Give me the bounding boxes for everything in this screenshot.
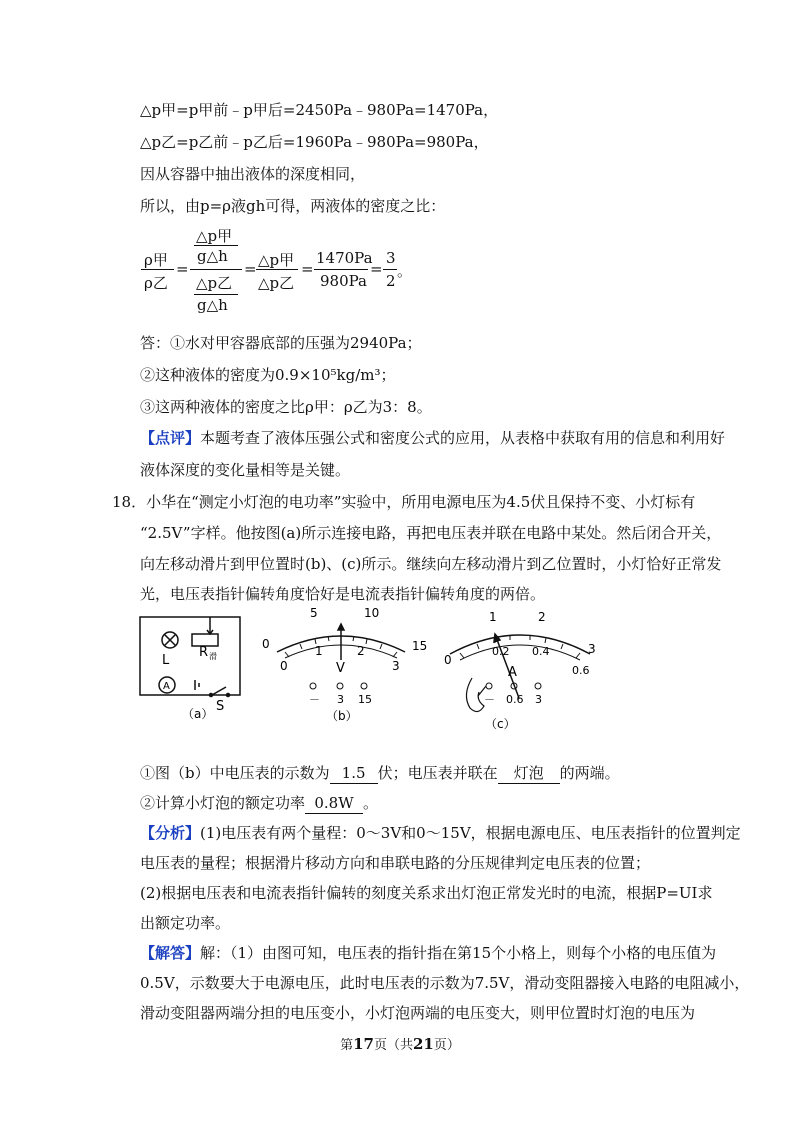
- fraction-bar: [314, 269, 368, 270]
- review-text-2: 液体深度的变化量相等是关键。: [140, 461, 351, 479]
- answer-blank: 1.5: [330, 763, 378, 784]
- dp-yi-bottom: △p乙: [196, 274, 233, 292]
- dp-yi: △p乙: [258, 274, 295, 292]
- question-text: 小华在“测定小灯泡的电功率”实验中，所用电源电压为4.5伏且保持不变、小灯标有: [146, 493, 696, 511]
- ammeter-terminal-label: －: [484, 693, 495, 706]
- page-footer: [0, 1034, 800, 1053]
- question-number: 18．: [112, 493, 147, 511]
- switch-icon: [212, 687, 226, 695]
- same-depth-line: 因从容器中抽出液体的深度相同，: [140, 165, 366, 183]
- solution-text-3: 滑动变阻器两端分担的电压变小，小灯泡两端的电压变大，则甲位置时灯泡的电压为: [140, 1004, 696, 1022]
- review-paragraph: [140, 428, 725, 448]
- ammeter-terminal: [535, 683, 541, 689]
- figure-a-caption: （a）: [182, 707, 214, 721]
- answer-blank: 灯泡: [498, 763, 560, 784]
- fraction-bar: [141, 269, 174, 270]
- analysis-tag: 【分析】: [140, 824, 201, 842]
- review-tag: 【点评】: [140, 429, 201, 447]
- dp-jia-top: △p甲: [196, 227, 233, 245]
- sub-question-1: [140, 763, 620, 784]
- voltmeter-outer-label: 5: [310, 606, 318, 620]
- ammeter-unit: A: [508, 665, 517, 680]
- analysis-text-3: (2)根据电压表和电流表指针偏转的刻度关系求出灯泡正常发光时的电流，根据P=UI求: [140, 884, 713, 902]
- question-18-line-4: 光，电压表指针偏转角度恰好是电流表指针偏转角度的两倍。: [140, 585, 546, 603]
- density-ratio-intro: 所以，由p=ρ液gh可得，两液体的密度之比：: [140, 197, 446, 215]
- delta-p-jia-line: △p甲=p甲前﹣p甲后=2450Pa﹣980Pa=1470Pa，: [140, 101, 499, 119]
- fraction-bar: [383, 269, 397, 270]
- analysis-paragraph: [140, 823, 741, 843]
- analysis-text-4: 出额定功率。: [140, 914, 231, 932]
- rheostat-subscript: 滑: [209, 652, 217, 661]
- fraction-bar: [194, 245, 238, 246]
- dp-jia: △p甲: [258, 251, 295, 269]
- voltmeter-terminal: [310, 683, 316, 689]
- fraction-bar: [194, 294, 238, 295]
- ammeter-inner-label: 0.6: [572, 664, 590, 677]
- fraction-bar: [256, 269, 298, 270]
- figure-b-caption: （b）: [326, 709, 358, 723]
- sub-question-text: 。: [363, 794, 379, 812]
- voltmeter-terminal: [337, 683, 343, 689]
- voltmeter-terminal-label: －: [309, 693, 320, 706]
- voltmeter-unit: V: [336, 661, 345, 676]
- ammeter-inner-label: 0.4: [532, 645, 550, 658]
- analysis-text-2: 电压表的量程；根据滑片移动方向和串联电路的分压规律判定电压表的位置；: [140, 854, 651, 872]
- sub-question-text: 的两端。: [559, 764, 620, 782]
- ammeter-label: A: [163, 681, 170, 692]
- figure-a-circuit: [140, 617, 240, 697]
- voltmeter-inner-label: 1: [315, 644, 323, 658]
- question-18-line-1: [112, 492, 695, 512]
- voltmeter-inner-label: 2: [357, 644, 365, 658]
- equals-sign: =: [244, 260, 257, 278]
- ammeter-outer-label: 2: [538, 610, 546, 624]
- voltmeter-outer-label: 10: [364, 606, 380, 620]
- question-18-line-3: 向左移动滑片到甲位置时(b)、(c)所示。继续向左移动滑片到乙位置时，小灯恰好正常发: [140, 555, 722, 573]
- sub-question-text: ②计算小灯泡的额定功率: [140, 794, 306, 812]
- equals-sign: =: [176, 260, 189, 278]
- fraction-bar: [190, 269, 242, 270]
- solution-text: 解：（1）由图可知，电压表的指针指在第15个小格上，则每个小格的电压值为: [200, 944, 717, 962]
- delta-p-yi-line: △p乙=p乙前﹣p乙后=1960Pa﹣980Pa=980Pa，: [140, 133, 489, 151]
- voltmeter-outer-label: 15: [412, 639, 428, 653]
- answer-2: ②这种液体的密度为0.9×10⁵kg/m³；: [140, 366, 396, 384]
- footer-text: 第: [340, 1038, 354, 1053]
- ammeter-terminal: [486, 683, 492, 689]
- question-18-line-2: “2.5V”字样。他按图(a)所示连接电路，再把电压表并联在电路中某处。然后闭合开关，: [140, 524, 722, 542]
- sub-question-text: ①图（b）中电压表的示数为: [140, 764, 330, 782]
- value-1470: 1470Pa: [316, 249, 373, 267]
- voltmeter-outer-zero: 0: [262, 637, 270, 651]
- switch-label: S: [216, 699, 225, 714]
- footer-text: 页（共: [373, 1038, 413, 1053]
- voltmeter-inner-label: 0: [280, 659, 288, 673]
- lamp-label: L: [162, 653, 170, 668]
- sub-question-text: 伏；电压表并联在: [377, 764, 498, 782]
- value-980: 980Pa: [320, 272, 367, 290]
- page-number: 17: [353, 1035, 374, 1053]
- solution-text-2: 0.5V，示数要大于电源电压，此时电压表的示数为7.5V，滑动变阻器接入电路的电阻减小，: [140, 974, 750, 992]
- connecting-wire: [466, 678, 484, 712]
- voltmeter-inner-label: 3: [392, 659, 400, 673]
- solution-tag: 【解答】: [140, 944, 201, 962]
- ratio-denominator: 2: [386, 272, 396, 290]
- figure-c-caption: （c）: [485, 717, 516, 731]
- rheostat-label: R: [199, 645, 209, 660]
- solution-paragraph: [140, 943, 716, 963]
- equals-sign: =: [301, 260, 314, 278]
- footer-text: 页）: [433, 1038, 460, 1053]
- review-text: 本题考查了液体压强公式和密度公式的应用，从表格中获取有用的信息和利用好: [200, 429, 726, 447]
- ammeter-inner-label: 0: [444, 653, 452, 667]
- ammeter-terminal-label: 3: [535, 693, 542, 706]
- answer-blank: 0.8W: [305, 793, 363, 814]
- total-pages: 21: [413, 1035, 434, 1053]
- circuit-figures: [0, 600, 800, 740]
- rho-yi: ρ乙: [144, 274, 168, 292]
- equals-sign: =: [370, 260, 383, 278]
- ammeter-outer-label: 1: [489, 610, 497, 624]
- g-dh-top: g△h: [197, 247, 228, 265]
- rho-jia: ρ甲: [144, 251, 168, 269]
- ammeter-inner-label: 0.2: [492, 645, 510, 658]
- voltmeter-terminal-label: 15: [358, 693, 372, 706]
- answer-3: ③这两种液体的密度之比ρ甲：ρ乙为3：8。: [140, 398, 432, 416]
- analysis-text: (1)电压表有两个量程：0～3V和0～15V，根据电源电压、电压表指针的位置判定: [200, 824, 741, 842]
- figure-b-voltmeter: [277, 624, 405, 660]
- voltmeter-terminal-label: 3: [337, 693, 344, 706]
- voltmeter-terminal: [361, 683, 367, 689]
- ammeter-outer-label: 3: [588, 642, 596, 656]
- period: 。: [397, 262, 413, 280]
- ammeter-ticks: [460, 635, 580, 658]
- circuit-wire-loop: [140, 617, 240, 695]
- g-dh-bottom: g△h: [197, 296, 228, 314]
- ratio-numerator: 3: [386, 249, 396, 267]
- ammeter-terminal-label: 0.6: [506, 693, 524, 706]
- sub-question-2: [140, 793, 378, 814]
- answer-1: 答：①水对甲容器底部的压强为2940Pa；: [140, 334, 422, 352]
